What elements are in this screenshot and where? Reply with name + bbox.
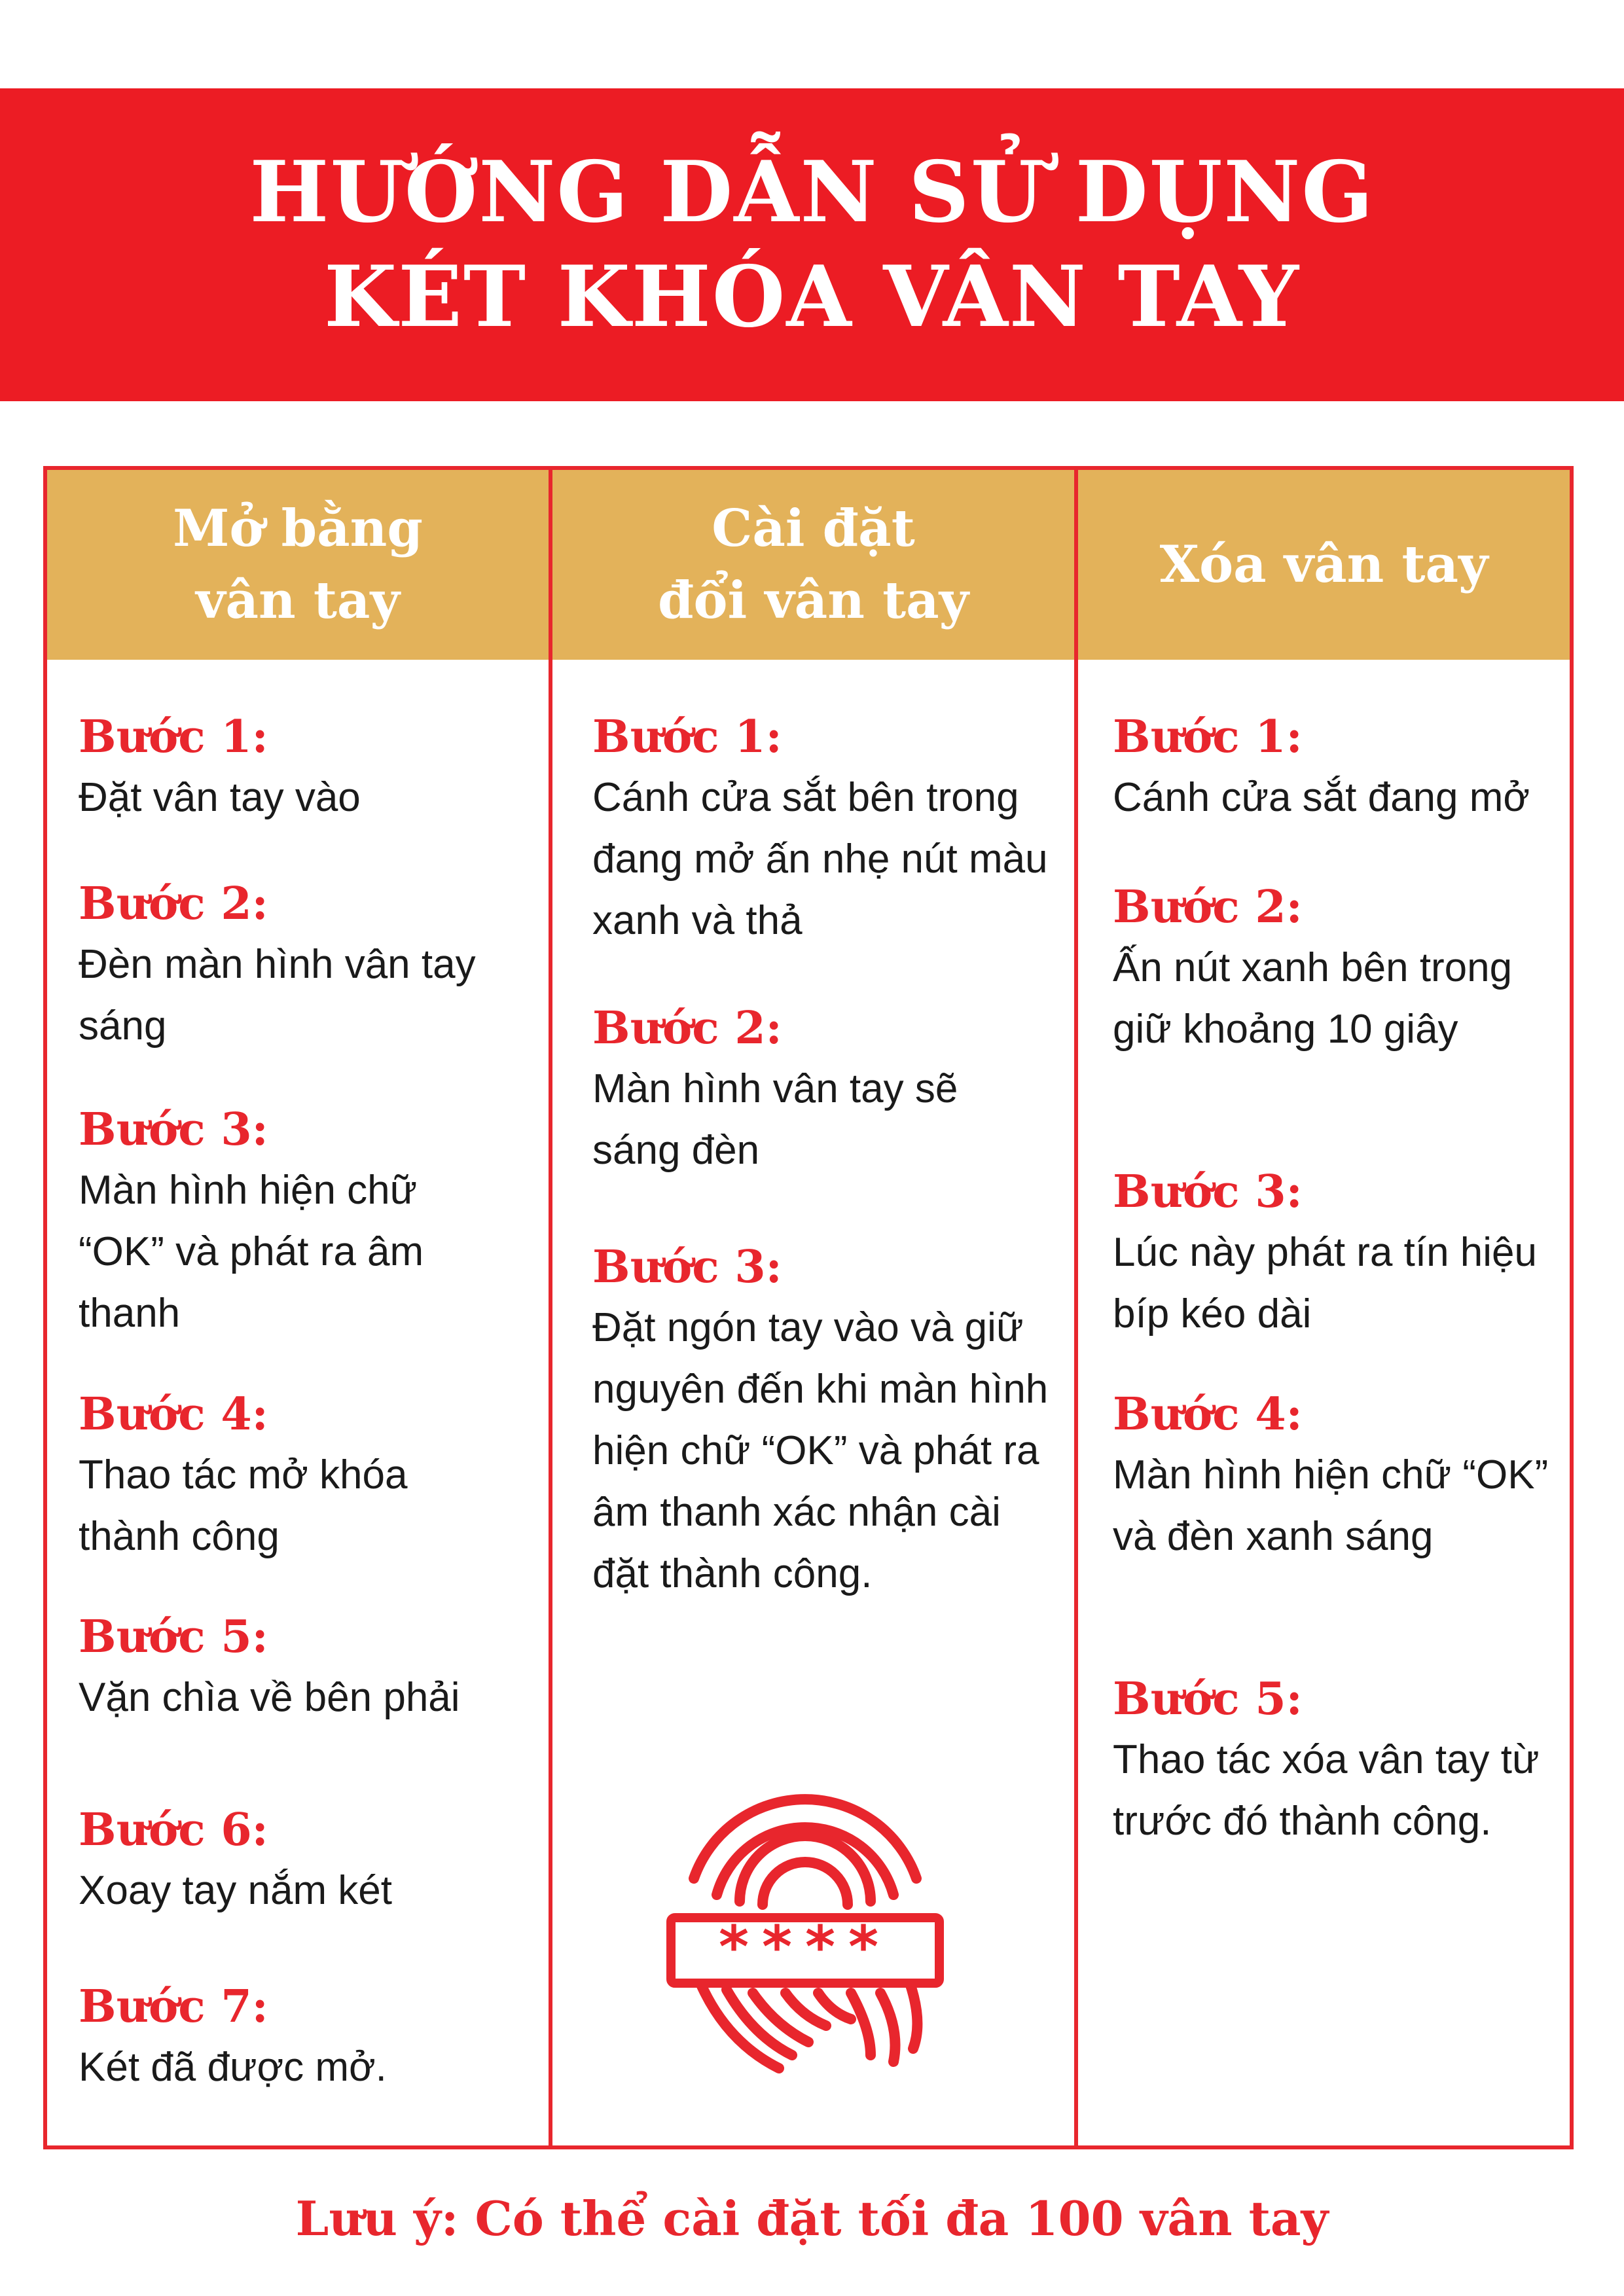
- step-text: Ấn nút xanh bên trong giữ khoảng 10 giây: [1113, 945, 1513, 1052]
- step-5: [1113, 1669, 1564, 1852]
- step-text: Xoay tay nắm két: [79, 1868, 393, 1913]
- step-text: Vặn chìa về bên phải: [79, 1675, 460, 1720]
- title-line-1: HƯỚNG DẪN SỬ DỤNG: [249, 143, 1375, 242]
- step-label: Bước 1:: [79, 711, 268, 763]
- heading-line: Xóa vân tay: [1159, 535, 1489, 594]
- footer-note: Lưu ý: Có thể cài đặt tối đa 100 vân tay: [295, 2191, 1329, 2246]
- step-text: Cánh cửa sắt bên trong đang mở ấn nhẹ nút màu xanh và thả: [592, 775, 1048, 943]
- step-4: [1113, 1384, 1564, 1568]
- step-2: [79, 874, 511, 1057]
- step-7: [79, 1977, 387, 2098]
- step-label: Bước 1:: [592, 711, 782, 763]
- title-line-2: KÉT KHÓA VÂN TAY: [324, 248, 1300, 346]
- step-text: Cánh cửa sắt đang mở: [1113, 775, 1530, 820]
- step-label: Bước 5:: [1113, 1673, 1303, 1725]
- step-5: [79, 1607, 460, 1729]
- step-label: Bước 2:: [79, 878, 268, 930]
- step-3: [79, 1100, 511, 1344]
- step-1: [592, 707, 1051, 952]
- step-text: Đặt ngón tay vào và giữ nguyên đến khi màn hình hiện chữ “OK” và phát ra âm thanh xác nhận cài đặt thành công.: [592, 1305, 1049, 1596]
- step-text: Két đã được mở.: [79, 2045, 387, 2090]
- step-label: Bước 3:: [592, 1241, 782, 1293]
- step-label: Bước 5:: [79, 1611, 268, 1663]
- step-text: Lúc này phát ra tín hiệu bíp kéo dài: [1113, 1230, 1538, 1336]
- step-1: [1113, 707, 1530, 829]
- step-4: [79, 1384, 511, 1568]
- step-3: [1113, 1162, 1564, 1345]
- step-label: Bước 4:: [1113, 1388, 1303, 1441]
- step-2: [1113, 877, 1564, 1060]
- step-6: [79, 1800, 392, 1922]
- password-mask: ****: [718, 1913, 892, 1981]
- step-text: Màn hình hiện chữ “OK” và phát ra âm thanh: [79, 1168, 424, 1336]
- heading-line: Mở bằng: [173, 499, 423, 558]
- step-label: Bước 7:: [79, 1981, 268, 2033]
- step-text: Màn hình hiện chữ “OK” và đèn xanh sáng: [1113, 1452, 1549, 1559]
- step-text: Đặt vân tay vào: [79, 775, 361, 820]
- step-label: Bước 3:: [1113, 1166, 1303, 1218]
- step-3: [592, 1237, 1051, 1605]
- column-divider: [549, 470, 552, 2145]
- step-label: Bước 6:: [79, 1804, 268, 1856]
- heading-line: vân tay: [196, 571, 400, 630]
- heading-line: đổi vân tay: [658, 571, 969, 630]
- heading-line: Cài đặt: [712, 499, 915, 558]
- step-label: Bước 2:: [592, 1002, 782, 1054]
- step-label: Bước 4:: [79, 1388, 268, 1441]
- column-heading-open: [47, 470, 549, 660]
- column-heading-setup: [552, 470, 1074, 660]
- step-text: Màn hình vân tay sẽ sáng đèn: [592, 1066, 958, 1173]
- title-banner: [0, 88, 1624, 401]
- column-divider: [1074, 470, 1078, 2145]
- step-text: Thao tác xóa vân tay từ trước đó thành công.: [1113, 1737, 1540, 1844]
- step-2: [592, 998, 1051, 1181]
- step-1: [79, 707, 361, 829]
- step-label: Bước 2:: [1113, 881, 1303, 933]
- step-label: Bước 1:: [1113, 711, 1303, 763]
- fingerprint-password-icon: [655, 1767, 956, 2081]
- step-text: Thao tác mở khóa thành công: [79, 1452, 408, 1559]
- column-heading-delete: [1078, 470, 1570, 660]
- step-text: Đèn màn hình vân tay sáng: [79, 942, 476, 1049]
- step-label: Bước 3:: [79, 1103, 268, 1156]
